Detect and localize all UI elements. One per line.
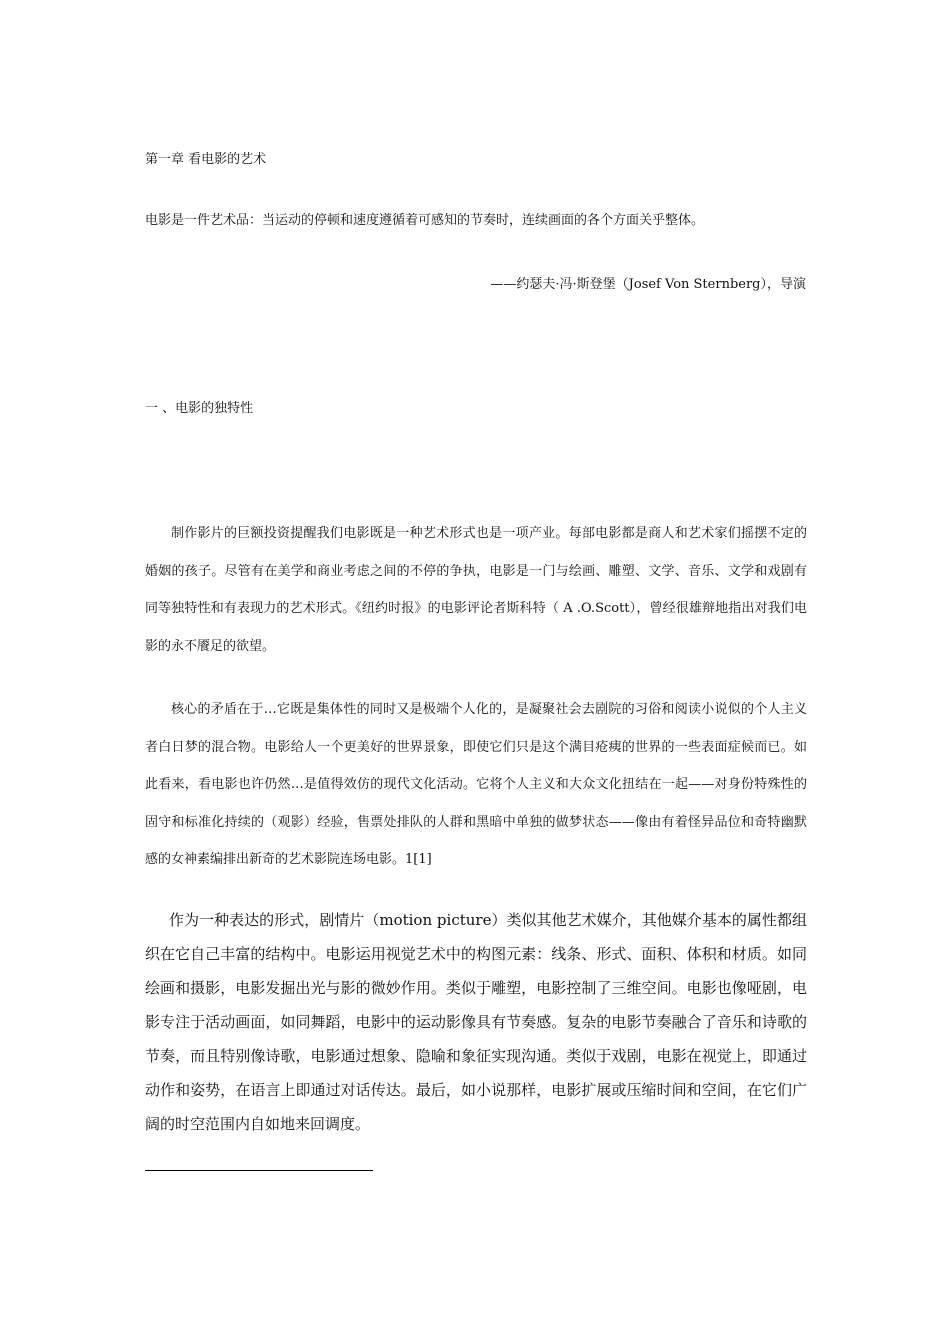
epigraph-attribution: ——约瑟夫·冯·斯登堡（Josef Von Sternberg），导演 bbox=[490, 277, 806, 292]
body-paragraph: 核心的矛盾在于…它既是集体性的同时又是极端个人化的，是凝聚社会去剧院的习俗和阅读小说似的个人主义者白日梦的混合物。电影给人一个更美好的世界景象，即使它们只是这个满目疮痍的世界的一些表面症候而已。如此看来，看电影也许仍然…是值得效仿的现代文化活动。它将个人主义和大众文化扭结在一起——对身份特殊性的固守和标准化持续的（观影）经验，售票处排队的人群和黑暗中单独的做梦状态——像由有着怪异品位和奇特幽默感的女神素编排出新奇的艺术影院连场电影。1[1] bbox=[145, 702, 807, 867]
epigraph-quote: 电影是一件艺术品：当运动的停顿和速度遵循着可感知的节奏时，连续画面的各个方面关乎整体。 bbox=[145, 213, 705, 228]
section-heading: 一 、电影的独特性 bbox=[145, 401, 254, 416]
body-paragraph: 制作影片的巨额投资提醒我们电影既是一种艺术形式也是一项产业。每部电影都是商人和艺术家们摇摆不定的婚姻的孩子。尽管有在美学和商业考虑之间的不停的争执，电影是一门与绘画、雕塑、文学、音乐、文学和戏剧有同等独特性和有表现力的艺术形式。《纽约时报》的电影评论者斯科特（ A .O.Scott），曾经很雄辩地指出对我们电影的永不餍足的欲望。 bbox=[145, 526, 807, 654]
chapter-title: 第一章 看电影的艺术 bbox=[145, 152, 267, 167]
body-paragraph: 作为一种表达的形式，剧情片（motion picture）类似其他艺术媒介，其他媒介基本的属性都组织在它自己丰富的结构中。电影运用视觉艺术中的构图元素：线条、形式、面积、体积和材质。如同绘画和摄影，电影发掘出光与影的微妙作用。类似于雕塑，电影控制了三维空间。电影也像哑剧，电影专注于活动画面，如同舞蹈，电影中的运动影像具有节奏感。复杂的电影节奏融合了音乐和诗歌的节奏，而且特别像诗歌，电影通过想象、隐喻和象征实现沟通。类似于戏剧，电影在视觉上，即通过动作和姿势，在语言上即通过对话传达。最后，如小说那样，电影扩展或压缩时间和空间，在它们广阔的时空范围内自如地来回调度。 bbox=[145, 911, 807, 1133]
footnote-divider bbox=[145, 1170, 373, 1171]
